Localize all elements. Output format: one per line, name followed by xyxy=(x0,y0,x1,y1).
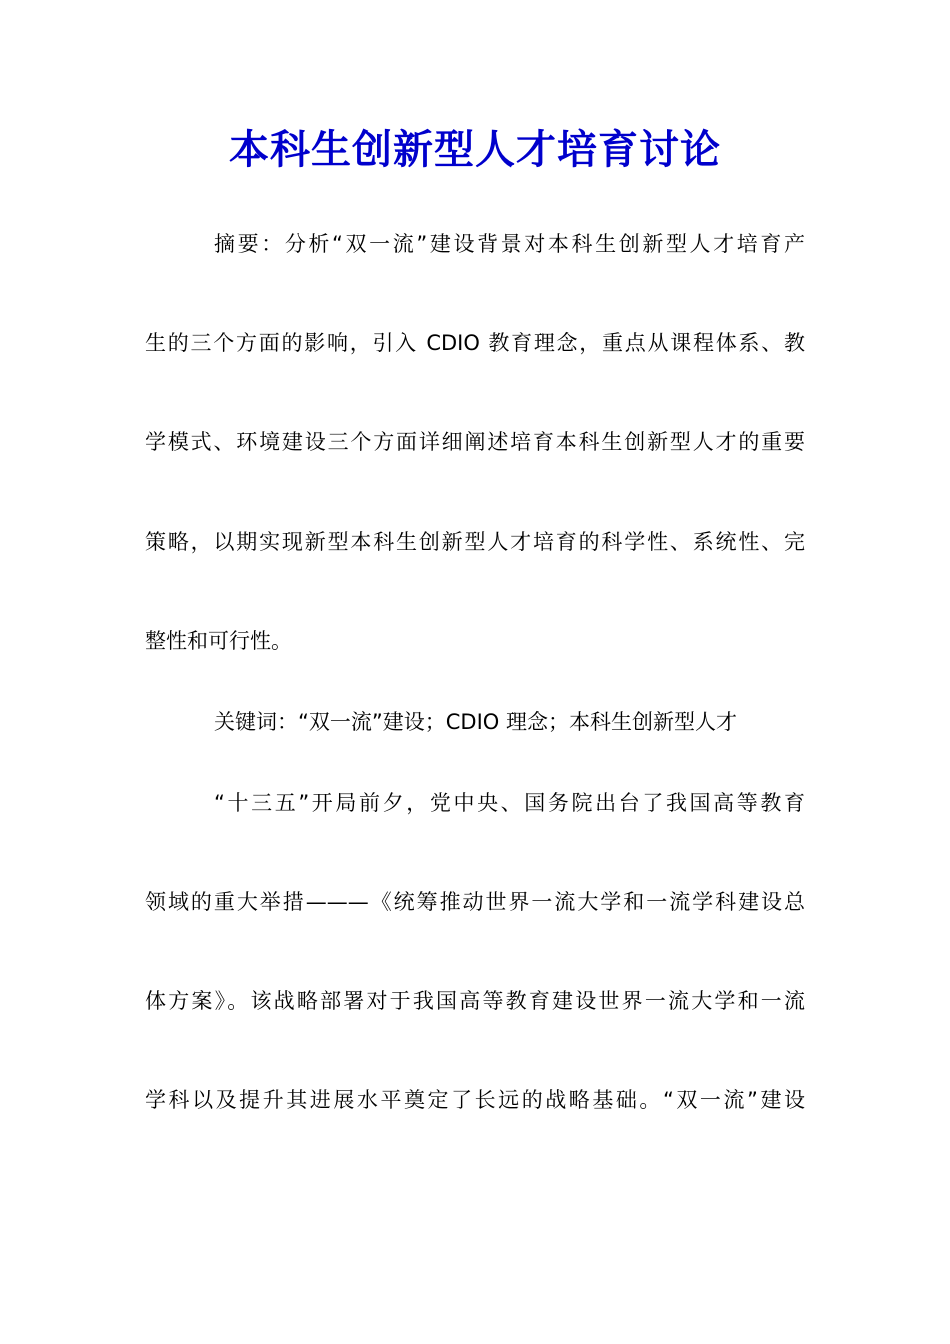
abstract-line-2: 生的三个方面的影响，引入 CDIO 教育理念，重点从课程体系、教 xyxy=(145,331,805,355)
abstract-line-5: 整性和可行性。 xyxy=(145,629,292,653)
body-line-4: 学科以及提升其进展水平奠定了长远的战略基础。“双一流”建设 xyxy=(145,1088,805,1112)
body-line-3: 体方案》。该战略部署对于我国高等教育建设世界一流大学和一流 xyxy=(145,989,805,1013)
body-line-1: “十三五”开局前夕，党中央、国务院出台了我国高等教育 xyxy=(214,791,805,815)
body-line-2: 领域的重大举措———《统筹推动世界一流大学和一流学科建设总 xyxy=(145,890,805,914)
abstract-line-4: 策略，以期实现新型本科生创新型人才培育的科学性、系统性、完 xyxy=(145,530,805,554)
abstract-line-1: 摘要：分析“双一流”建设背景对本科生创新型人才培育产 xyxy=(214,232,805,256)
keywords-line: 关键词：“双一流”建设；CDIO 理念；本科生创新型人才 xyxy=(214,710,737,734)
abstract-line-3: 学模式、环境建设三个方面详细阐述培育本科生创新型人才的重要 xyxy=(145,430,805,454)
document-title: 本科生创新型人才培育讨论 xyxy=(229,126,721,173)
